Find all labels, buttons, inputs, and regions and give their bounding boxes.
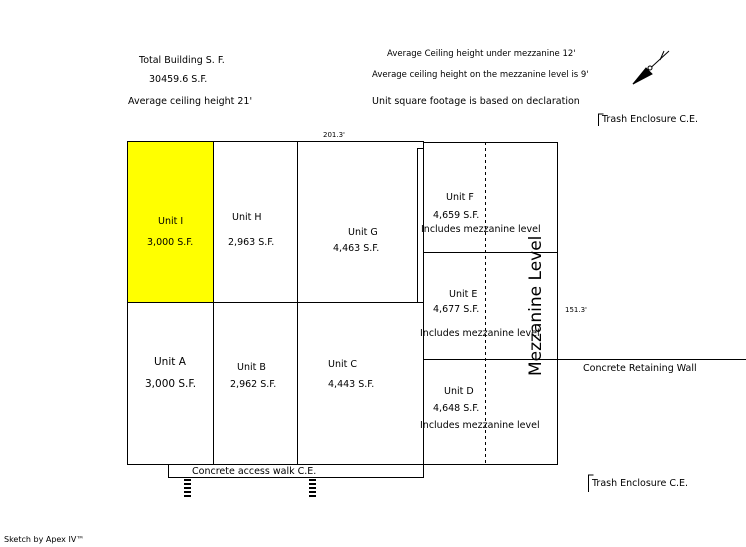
depth-dimension: 151.3' — [565, 306, 587, 314]
unit-b-area: 2,962 S.F. — [230, 379, 277, 390]
unit-i-area: 3,000 S.F. — [147, 237, 194, 248]
mezzanine-ceiling-note: Average Ceiling height under mezzanine 12' — [387, 49, 576, 59]
declaration-note: Unit square footage is based on declaration — [372, 96, 580, 107]
unit-e-note: Includes mezzanine level — [420, 328, 540, 339]
unit-f-area: 4,659 S.F. — [433, 210, 480, 221]
stairs-right — [309, 479, 316, 497]
unit-i-name: Unit I — [158, 216, 184, 227]
unit-f-note: Includes mezzanine level — [421, 224, 541, 235]
unit-d-name: Unit D — [444, 386, 474, 397]
unit-e-area: 4,677 S.F. — [433, 304, 480, 315]
unit-c-area: 4,443 S.F. — [328, 379, 375, 390]
total-building-label: Total Building S. F. — [139, 55, 225, 66]
trash-enclosure-bottom-label: Trash Enclosure C.E. — [592, 478, 689, 489]
unit-e-name: Unit E — [449, 289, 478, 300]
unit-h-name: Unit H — [232, 212, 262, 223]
mezzanine-level-label: Mezzanine Level — [526, 235, 546, 376]
mezzanine-level-ceiling-note: Average ceiling height on the mezzanine level is 9' — [372, 70, 589, 80]
sketch-credit: Sketch by Apex IV™ — [4, 535, 85, 544]
trash-enclosure-top-label: Trash Enclosure C.E. — [602, 114, 699, 125]
unit-a-name: Unit A — [154, 356, 186, 368]
unit-g-area: 4,463 S.F. — [333, 243, 380, 254]
unit-a-area: 3,000 S.F. — [145, 378, 197, 390]
unit-b-name: Unit B — [237, 362, 266, 373]
unit-g-name: Unit G — [348, 227, 378, 238]
unit-c-name: Unit C — [328, 359, 357, 370]
north-arrow-icon — [633, 51, 669, 84]
unit-d-area: 4,648 S.F. — [433, 403, 480, 414]
unit-d-note: Includes mezzanine level — [420, 420, 540, 431]
access-walk-label: Concrete access walk C.E. — [192, 466, 317, 477]
width-dimension: 201.3' — [323, 131, 345, 139]
unit-h-area: 2,963 S.F. — [228, 237, 275, 248]
retaining-wall-label: Concrete Retaining Wall — [583, 363, 697, 374]
total-building-value: 30459.6 S.F. — [149, 74, 208, 85]
unit-f-name: Unit F — [446, 192, 474, 203]
average-ceiling-note: Average ceiling height 21' — [128, 96, 253, 107]
stairs-left — [184, 479, 191, 497]
